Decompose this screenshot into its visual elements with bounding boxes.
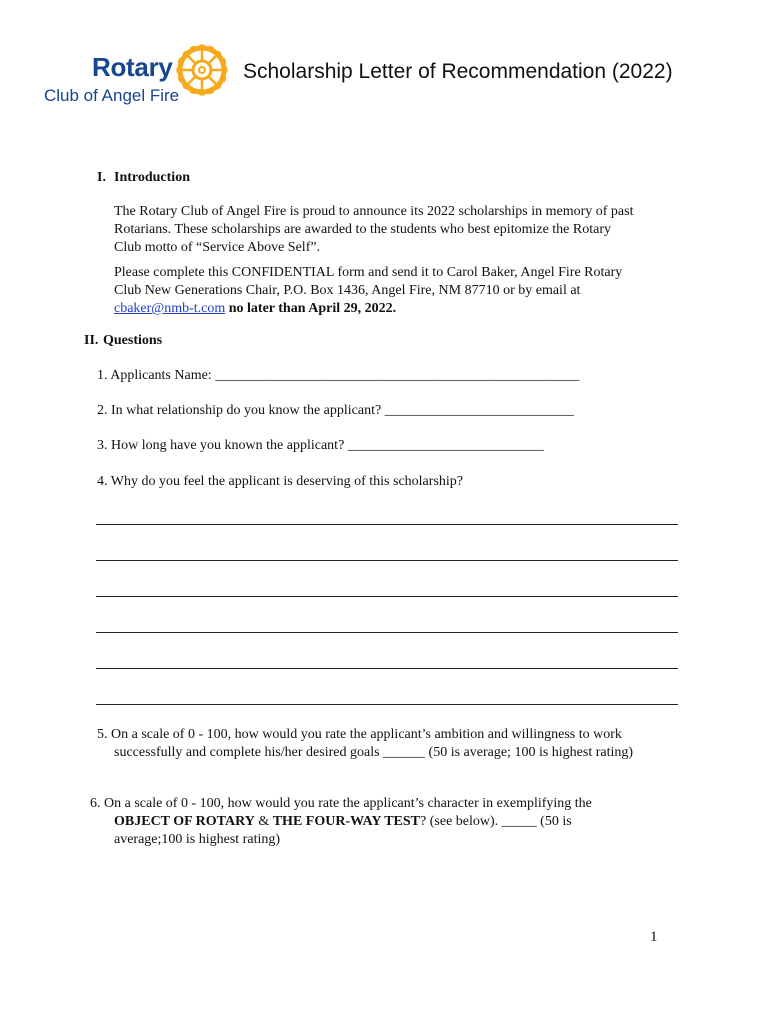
intro-p2-line-1: Please complete this CONFIDENTIAL form and send it to Carol Baker, Angel Fire Rotary <box>114 265 623 280</box>
page-number: 1 <box>650 929 658 945</box>
rotary-logo-club-name: Club of Angel Fire <box>44 86 180 105</box>
four-way-test-text: THE FOUR-WAY TEST <box>272 814 421 829</box>
answer-line[interactable] <box>96 668 678 669</box>
intro-p1-line-1: The Rotary Club of Angel Fire is proud to announce its 2022 scholarships in memory of past <box>114 204 634 219</box>
intro-p1-line-3: Club motto of “Service Above Self”. <box>114 240 321 255</box>
section-i-number: I. <box>97 170 106 185</box>
rotary-wheel-icon <box>176 44 228 96</box>
section-ii-heading: Questions <box>103 333 163 348</box>
answer-line[interactable] <box>96 524 678 525</box>
intro-paragraph-1 <box>114 203 714 257</box>
answer-line[interactable] <box>96 596 678 597</box>
intro-paragraph-2 <box>114 264 714 318</box>
object-of-rotary-text: OBJECT OF ROTARY <box>114 814 255 829</box>
answer-line[interactable] <box>96 704 678 705</box>
question-6-line-1: 6. On a scale of 0 - 100, how would you rate the applicant’s character in exemplifying the <box>90 796 592 811</box>
question-2: 2. In what relationship do you know the applicant? ___________________________ <box>97 403 574 418</box>
question-6-rest: ? (see below). _____ (50 is <box>420 814 572 829</box>
intro-p2-line-2: Club New Generations Chair, P.O. Box 1436, Angel Fire, NM 87710 or by email at <box>114 283 581 298</box>
ampersand-text: & <box>254 814 273 829</box>
intro-p1-line-2: Rotarians. These scholarships are awarded to the students who best epitomize the Rotary <box>114 222 611 237</box>
question-6-line-3: average;100 is highest rating) <box>114 832 281 847</box>
rotary-logo-wordmark: Rotary <box>92 52 173 82</box>
intro-p2-line-3 <box>114 300 714 318</box>
section-ii-number: II. <box>84 333 99 348</box>
email-link[interactable]: cbaker@nmb-t.com <box>114 301 226 316</box>
question-4: 4. Why do you feel the applicant is deserving of this scholarship? <box>97 474 463 489</box>
question-6-line-2 <box>114 813 572 831</box>
deadline-text: no later than April 29, 2022. <box>228 301 397 316</box>
question-5-line-2: successfully and complete his/her desired goals ______ (50 is average; 100 is highest rating) <box>114 745 634 760</box>
answer-line[interactable] <box>96 560 678 561</box>
page-title: Scholarship Letter of Recommendation (2022) <box>243 60 673 83</box>
question-3: 3. How long have you known the applicant? ____________________________ <box>97 438 544 453</box>
question-1: 1. Applicants Name: ____________________________________________________ <box>97 368 580 383</box>
question-5-line-1: 5. On a scale of 0 - 100, how would you rate the applicant’s ambition and willingness to work <box>97 727 622 742</box>
answer-line[interactable] <box>96 632 678 633</box>
section-i-heading: Introduction <box>114 170 190 185</box>
